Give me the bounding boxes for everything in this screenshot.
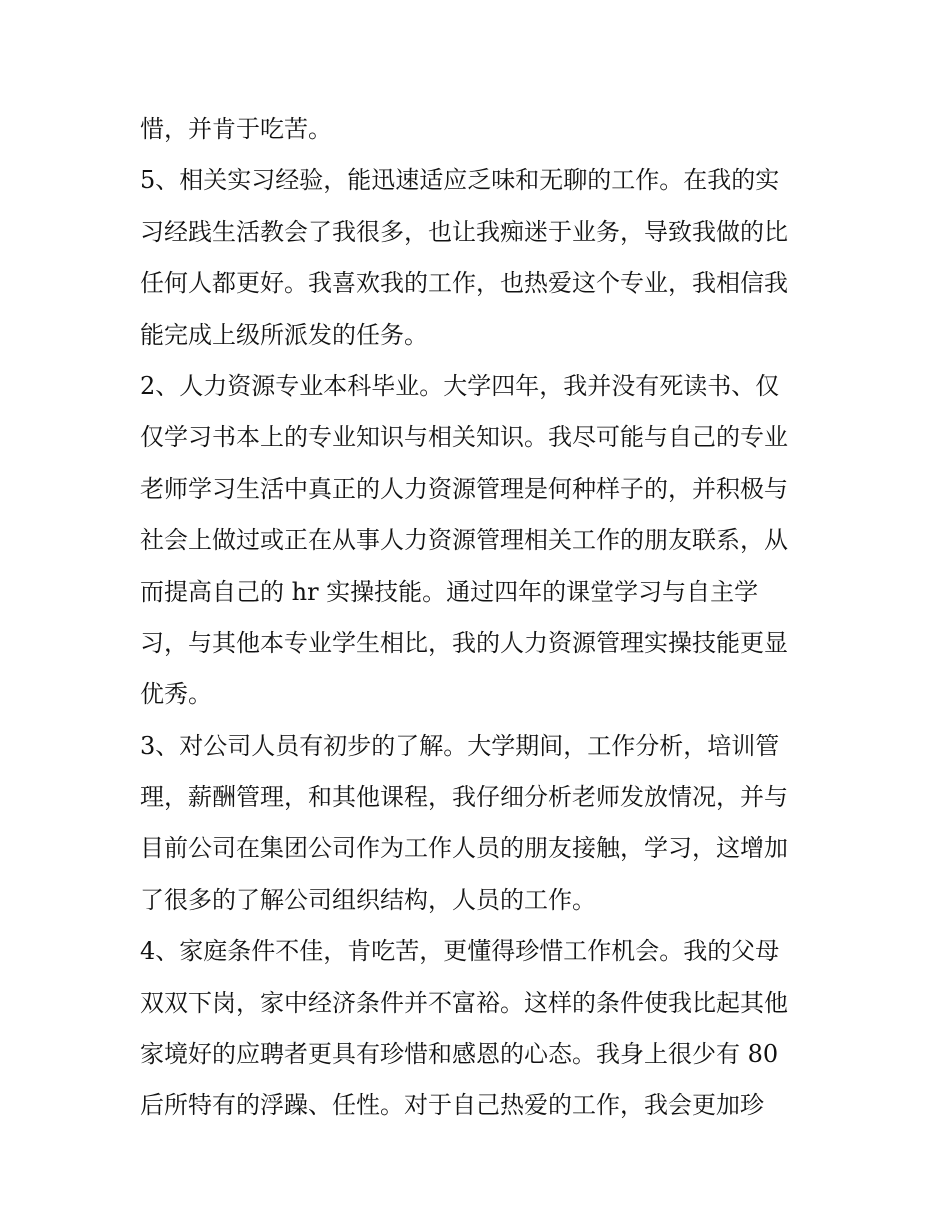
text-line: 后所特有的浮躁、任性。对于自己热爱的工作，我会更加珍	[140, 1091, 764, 1120]
text-line: 惜，并肯于吃苦。	[140, 115, 332, 143]
text-line: 2、人力资源专业本科毕业。大学四年，我并没有死读书、仅	[140, 371, 780, 400]
text-line: 习经践生活教会了我很多，也让我痴迷于业务，导致我做的比	[140, 217, 788, 246]
text-line: 任何人都更好。我喜欢我的工作，也热爱这个专业，我相信我	[140, 269, 788, 298]
text-line: 仅学习书本上的专业知识与相关知识。我尽可能与自己的专业	[140, 423, 788, 452]
document-body	[140, 104, 820, 1132]
text-line: 5、相关实习经验，能迅速适应乏味和无聊的工作。在我的实	[140, 166, 780, 195]
text-line: 了很多的了解公司组织结构，人员的工作。	[140, 885, 596, 914]
text-line: 双双下岗，家中经济条件并不富裕。这样的条件使我比起其他	[140, 988, 788, 1017]
text-line: 老师学习生活中真正的人力资源管理是何种样子的，并积极与	[140, 474, 788, 503]
text-line: 优秀。	[140, 680, 212, 709]
text-line: 4、家庭条件不佳，肯吃苦，更懂得珍惜工作机会。我的父母	[140, 937, 780, 966]
text-line: 家境好的应聘者更具有珍惜和感恩的心态。我身上很少有 80	[140, 1040, 779, 1069]
text-line: 3、对公司人员有初步的了解。大学期间，工作分析，培训管	[140, 731, 780, 760]
text-line: 习，与其他本专业学生相比，我的人力资源管理实操技能更显	[140, 628, 788, 657]
text-line: 而提高自己的 hr 实操技能。通过四年的课堂学习与自主学	[140, 577, 759, 606]
text-line: 能完成上级所派发的任务。	[140, 320, 428, 349]
text-line: 社会上做过或正在从事人力资源管理相关工作的朋友联系，从	[140, 526, 788, 555]
text-line: 目前公司在集团公司作为工作人员的朋友接触，学习，这增加	[140, 834, 788, 863]
text-line: 理，薪酬管理，和其他课程，我仔细分析老师发放情况，并与	[140, 783, 788, 812]
